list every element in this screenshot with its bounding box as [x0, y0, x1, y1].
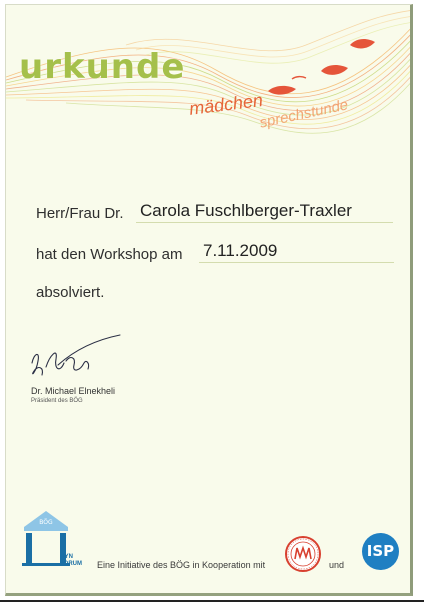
recipient-name-field: Carola Fuschlberger-Traxler — [136, 201, 393, 223]
workshop-label: hat den Workshop am — [36, 246, 183, 263]
program-subtitle-sprechstunde: sprechstunde — [258, 96, 350, 132]
program-subtitle-madchen: mädchen — [188, 89, 264, 119]
svg-text:BÖG: BÖG — [39, 519, 53, 526]
signer-name: Dr. Michael Elnekheli — [31, 386, 116, 396]
gyn-forum-logo-text — [60, 554, 82, 568]
isp-logo-badge: ISP — [362, 533, 399, 570]
scan-edge-line — [0, 600, 424, 602]
gyn-text: GYN — [60, 554, 74, 560]
and-text: und — [329, 560, 345, 570]
partner-seal-stamp — [284, 535, 322, 573]
signer-role: Präsident des BÖG — [31, 398, 83, 404]
salutation-label: Herr/Frau Dr. — [36, 205, 124, 222]
forum-text: FORUM — [60, 561, 82, 567]
handwritten-signature — [28, 333, 124, 381]
certificate-title: urkunde — [19, 47, 186, 87]
initiative-statement: Eine Initiative des BÖG in Kooperation mit — [97, 560, 266, 570]
certificate-sheet — [5, 4, 413, 596]
header-wave-artwork — [6, 5, 413, 175]
completed-label: absolviert. — [36, 284, 105, 301]
workshop-date-field: 7.11.2009 — [199, 241, 394, 263]
